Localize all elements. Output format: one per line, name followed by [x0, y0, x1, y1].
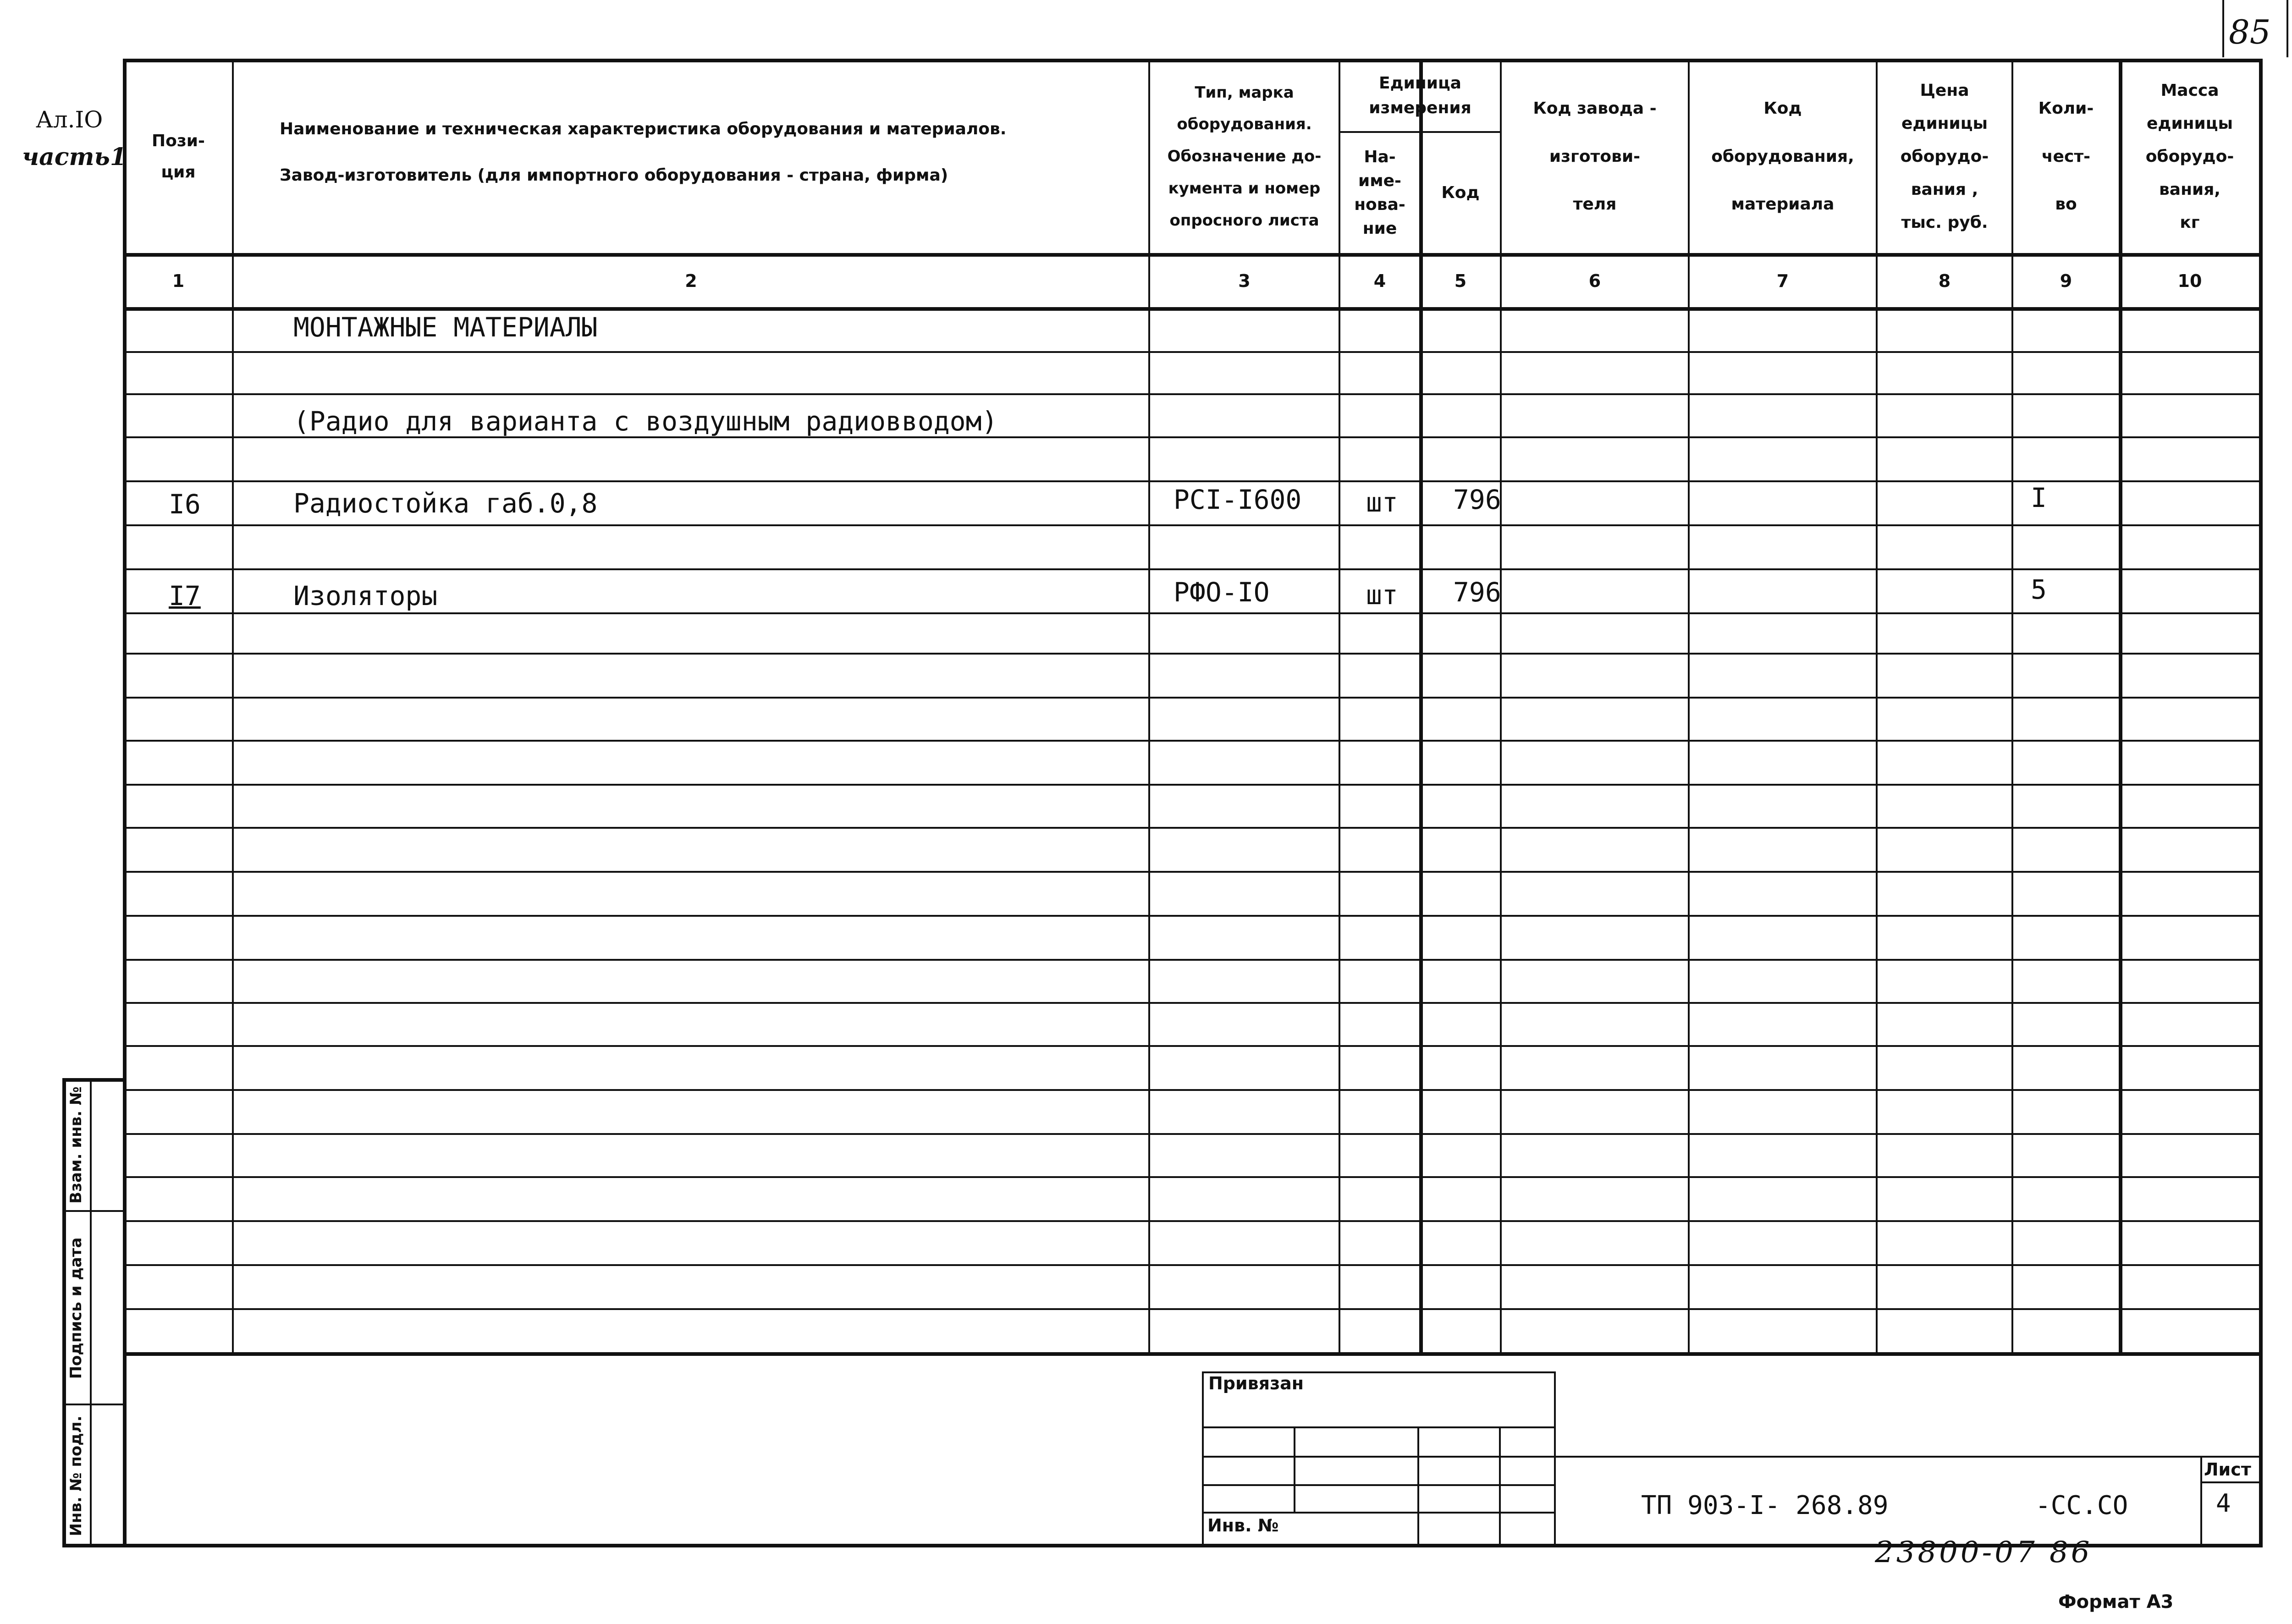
side-label-vzam: Взам. инв. № — [67, 1086, 85, 1204]
stamp-sheet-label-line — [2200, 1481, 2261, 1483]
stamp-document-suffix: -СС.СО — [2035, 1491, 2128, 1520]
stamp-title-top — [1554, 1456, 2261, 1458]
stamp-document-code: ТП 903-I- 268.89 — [1641, 1491, 1889, 1520]
item-quantity: I — [2031, 482, 2047, 513]
side-label-podpis: Подпись и дата — [67, 1237, 85, 1379]
row-line — [123, 1045, 2259, 1047]
item-type: PCI-I600 — [1174, 484, 1302, 515]
item-name: Изоляторы — [293, 580, 438, 611]
stamp-line — [1202, 1484, 1556, 1486]
item-position: I7 — [169, 580, 201, 611]
row-line — [123, 393, 2259, 395]
row-line — [123, 1089, 2259, 1091]
header-unit-group: Единица измерения — [1369, 74, 1471, 117]
item-unit: шт — [1366, 487, 1398, 518]
page-number: 85 — [2229, 13, 2271, 51]
row-line — [123, 959, 2259, 961]
item-unit: шт — [1366, 579, 1398, 611]
col-number-8: 8 — [1938, 271, 1951, 291]
side-strip-inner-border — [90, 1078, 92, 1547]
row-line — [123, 1133, 2259, 1135]
col-number-5: 5 — [1454, 271, 1467, 291]
stamp-vline — [1554, 1371, 1556, 1546]
table-right-border — [2259, 62, 2263, 1547]
stamp-vline — [1499, 1426, 1501, 1546]
header-position: Пози- ция — [152, 131, 205, 182]
row-line — [123, 740, 2259, 742]
row-line — [123, 568, 2259, 570]
side-strip-divider — [62, 1404, 125, 1405]
col-number-4: 4 — [1373, 271, 1386, 291]
item-type: РФО-IO — [1174, 577, 1270, 608]
side-strip-left-border — [62, 1078, 66, 1547]
col-number-3: 3 — [1238, 271, 1251, 291]
item-position: I6 — [169, 489, 201, 520]
table-body-bottom-line — [123, 1352, 2263, 1356]
stamp-sheet-number: 4 — [2216, 1489, 2231, 1518]
header-mass: Масса единицы оборудо- вания, кг — [2145, 81, 2234, 232]
item-name: Радиостойка габ.0,8 — [293, 488, 598, 519]
stamp-vline — [1417, 1426, 1419, 1546]
row-line — [123, 915, 2259, 917]
numbers-row-bottom-line — [123, 307, 2263, 311]
header-price: Цена единицы оборудо- вания , тыс. руб. — [1900, 81, 1989, 232]
col-number-6: 6 — [1588, 271, 1601, 291]
header-unit-name: На- име- нова- ние — [1354, 147, 1405, 238]
row-line — [123, 1176, 2259, 1178]
col-number-9: 9 — [2060, 271, 2072, 291]
header-quantity: Коли- чест- во — [2038, 99, 2094, 214]
stamp-sheet-label: Лист — [2204, 1459, 2251, 1480]
row-line — [123, 480, 2259, 482]
stamp-vline — [1294, 1426, 1295, 1512]
bottom-registration-number: 23800-07 86 — [1875, 1536, 2093, 1569]
stamp-inv-no: Инв. № — [1207, 1515, 1279, 1536]
stamp-line — [1202, 1512, 1556, 1514]
header-unit-code: Код — [1441, 183, 1480, 202]
col-number-2: 2 — [685, 271, 697, 291]
header-equipment-code: Код оборудования, материала — [1711, 99, 1854, 214]
row-line — [123, 524, 2259, 526]
row-line — [123, 784, 2259, 786]
item-quantity: 5 — [2031, 574, 2047, 605]
row-line — [123, 1264, 2259, 1266]
item-unit-code: 796 — [1453, 577, 1501, 608]
row-line — [123, 871, 2259, 873]
row-line — [123, 697, 2259, 699]
header-type: Тип, марка оборудования. Обозначение до- кумента и номер опросного листа — [1167, 83, 1322, 230]
row-line — [123, 653, 2259, 655]
col-number-1: 1 — [172, 271, 185, 291]
row-line — [123, 1002, 2259, 1004]
section-title: МОНТАЖНЫЕ МАТЕРИАЛЫ — [293, 312, 598, 343]
stamp-sheet-divider — [2200, 1456, 2202, 1546]
header-name: Наименование и техническая характеристика оборудования и материалов. Завод-изготовитель (для импортного оборудования - страна, фирма) — [280, 120, 1007, 185]
format-label: Формат А3 — [2058, 1591, 2174, 1613]
row-line — [123, 1220, 2259, 1222]
page-number-divider-right — [2286, 0, 2288, 57]
stamp-privyazan: Привязан — [1208, 1373, 1304, 1393]
stamp-line — [1202, 1456, 1556, 1458]
row-line — [123, 827, 2259, 829]
col-number-7: 7 — [1776, 271, 1789, 291]
stamp-vline — [1202, 1371, 1204, 1546]
header-factory-code: Код завода - изготови- теля — [1533, 99, 1657, 214]
side-label-inv-podl: Инв. № подл. — [67, 1415, 85, 1536]
stamp-line — [1202, 1426, 1556, 1428]
section-subtitle: (Радио для варианта с воздушным радиовводом) — [293, 406, 998, 437]
row-line — [123, 612, 2259, 614]
page-number-divider — [2222, 0, 2224, 57]
row-line — [123, 351, 2259, 353]
row-line — [123, 1308, 2259, 1310]
left-mark-code: Ал.IO — [36, 106, 103, 133]
left-mark-handwritten: часть1 — [22, 143, 127, 171]
item-unit-code: 796 — [1453, 484, 1501, 515]
col-number-10: 10 — [2177, 271, 2202, 291]
